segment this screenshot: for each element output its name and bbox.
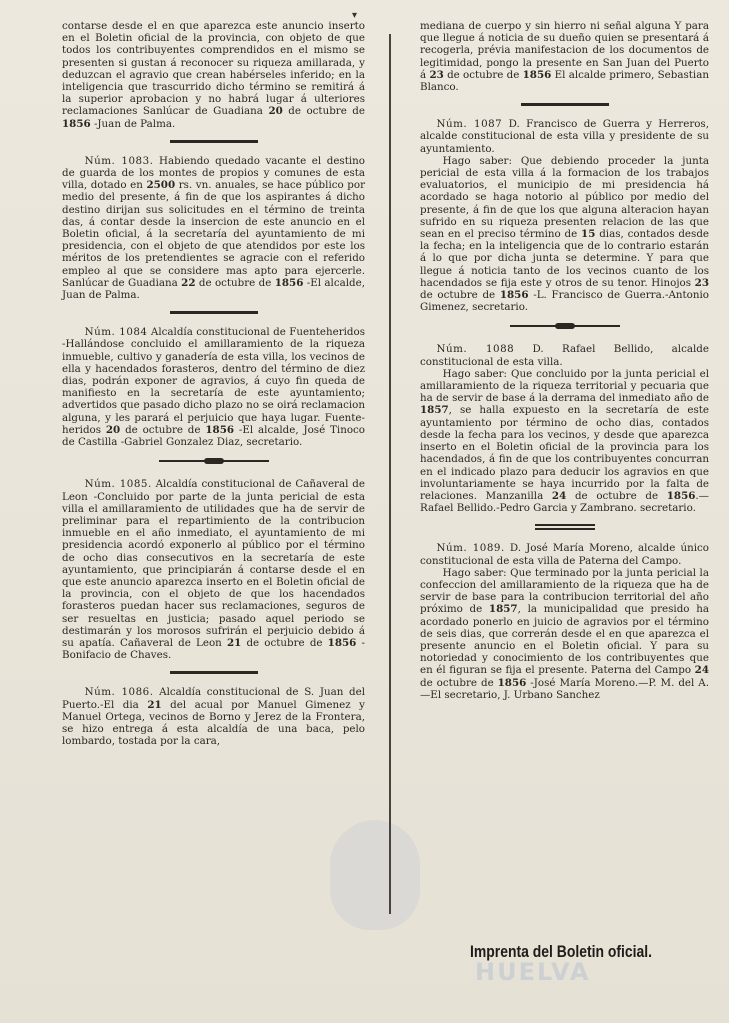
watermark-seal [330,820,420,930]
ad-1086-continued: mediana de cuerpo y sin hierro ni señal alguna Y para que llegue á noticia de su dueño quien se presentará á recogerla, prévia manifestacion de los documentos de legitimidad, pongo la presente en San Juan del Puerto á 23 de octubre de 1856 El alcalde primero, Sebastian Blanco. [420,20,709,94]
ad-1089-heading: Núm. 1089. D. José María Moreno, alcalde único constitucional de esta villa de Paterna del Campo. [420,542,709,567]
ad-number: Núm. 1089. [436,542,505,555]
ad-number: Núm. 1087 [436,118,503,131]
ad-1088-body: Hago saber: Que concluido por la junta pericial el amillaramiento de la riqueza territorial y pecuaria que ha de servir de base á la derrama del inmediato año de 1857, se halla expuesto en la secretaría de este ayuntamiento por término de ocho dias, contados desde la fecha para los vecinos, y desde que aparezca inserto en el Boletin oficial de la provincia para los hacendados, á fin de que los contribuyentes concurran en el indicado plazo para deducir los agravios en que involuntariamente se haya incurrido por la falta de relaciones. Manzanilla 24 de octubre de 1856.—Rafael Bellido.-Pedro Garcia y Zambrano. secretario. [420,367,709,515]
ad-1085: Núm. 1085. Alcaldía constitucional de Cañaveral de Leon -Concluido por parte de la junta pericial de esta villa el amillaramiento de utilidades que ha de servir de preliminar para el repartimiento de la contribucion inmueble en el año inmediato, el ayuntamiento de mi presidencia acordó exponerlo al público por el término de ocho dias consecutivos en la secretaría de este ayuntamiento, que principiarán á contarse desde el en que este anuncio aparezca inserto en el Boletin oficial de la provincia, con el objeto de que los hacendados forasteros puedan hacer sus reclamaciones, seguros de ser resueltas en justicia; pasado aquel periodo se destimarán y los morosos sufrirán el perjuicio debido á su apatía. Cañaveral de Leon 21 de octubre de 1856 -Bonifacio de Chaves. [62,478,365,662]
imprenta-footer: Imprenta del Boletin oficial. [470,942,653,961]
ad-1088-heading: Núm. 1088 D. Rafael Bellido, alcalde constitucional de esta villa. [420,343,709,368]
left-column [62,20,365,757]
ad-continued: contarse desde el en que aparezca este anuncio inserto en el Boletin oficial de la provincia, con objeto de que todos los contribuyentes comprendidos en el mismo se presenten si gustan á reconocer su riqueza amillarada, y deduzcan el agravio que crean habérseles inferido; en la inteligencia que trascurrido dicho término se remitirá á la superior aprobacion y no habrá lugar á ulteriores reclamaciones Sanlúcar de Guadiana 20 de octubre de 1856 -Juan de Palma. [62,20,365,130]
separator [521,103,609,106]
ad-1087-body: Hago saber: Que debiendo proceder la junta pericial de esta villa á la formacion de los trabajos evaluatorios, el municipio de mi presidencia há acordado se haga notorio al público por medio del presente, á fin de que los que alguna alteracion hayan sufrido en su riqueza presenten relacion de las que sean en el preciso término de 15 dias, contados desde la fecha; en la inteligencia que de lo contrario estarán á lo que por dicha junta se determine. Y para que llegue á noticia tanto de los vecinos cuanto de los hacendados se fija este y otros de su tenor. Hinojos 23 de octubre de 1856 -L. Francisco de Guerra.-Antonio Gimenez, secretario. [420,154,709,314]
ad-1084: Núm. 1084 Alcaldía constitucional de Fuenteheridos -Hallándose concluido el amillaramiento de la riqueza inmueble, cultivo y ganadería de esta villa, los vecinos de ella y hacendados forasteros, dentro del término de diez dias, podrán exponer de agravios, á cuyo fin queda de manifiesto en la secretaría de este ayuntamiento; advertidos que pasado dicho plazo no se oirá reclamacion alguna, y les parará el perjuicio que haya lugar. Fuente-heridos 20 de octubre de 1856 -El alcalde, José Tinoco de Castilla -Gabriel Gonzalez Diaz, secretario. [62,326,365,449]
separator [170,671,258,674]
ad-number: Núm. 1083. [84,154,154,167]
ad-number: Núm. 1085. [84,478,152,491]
double-separator [535,524,595,530]
ad-1087-heading: Núm. 1087 D. Francisco de Guerra y Herreros, alcalde constitucional de esta villa y presidente de su ayuntamiento. [420,118,709,155]
ornament-separator [510,323,620,329]
ad-number: Núm. 1086. [84,686,154,699]
separator [170,140,258,143]
ad-1083: Núm. 1083. Habiendo quedado vacante el destino de guarda de los montes de propios y comunes de esta villa, dotado en 2500 rs. vn. anuales, se hace público por medio del presente, á fin de que los aspirantes á dicho destino dirijan sus solicitudes en el término de treinta das, á contar desde la insercion de este anuncio en el Boletin oficial, á la secretaría del ayuntamiento de mi presidencia, con el objeto de que atendidos por este los méritos de los pretendientes se agracie con el referido empleo al que se considere mas apto para ejercerle. Sanlúcar de Guadiana 22 de octubre de 1856 -El alcalde, Juan de Palma. [62,154,365,302]
right-column [420,20,709,711]
ornament-separator [159,458,269,464]
ad-1089-body: Hago saber: Que terminado por la junta pericial la confeccion del amillaramiento de la riqueza que ha de servir de base para la contribucion territorial del año próximo de 1857, la municipalidad que presido ha acordado ponerlo en juicio de agravios por el término de seis dias, que correrán desde el en que aparezca el presente anuncio en el Boletin oficial. Y para su notoriedad y conocimiento de los contribuyentes que en él figuran se fija el presente. Paterna del Campo 24 de octubre de 1856 -José María Moreno.—P. M. del A.—El secretario, J. Urbano Sanchez [420,566,710,701]
ad-number: Núm. 1088 [436,343,515,356]
top-mark: ▾ [352,10,358,21]
column-divider [389,34,391,914]
ad-number: Núm. 1084 [84,326,148,339]
ad-1086: Núm. 1086. Alcaldía constitucional de S. Juan del Puerto.-El dia 21 del acual por Manuel Gimenez y Manuel Ortega, vecinos de Borno y Jerez de la Frontera, se hizo entrega á esta alcaldía de una baca, pelo lombardo, tostada por la cara, [62,686,365,748]
separator [170,311,258,314]
watermark-text: HUELVA [475,958,591,986]
